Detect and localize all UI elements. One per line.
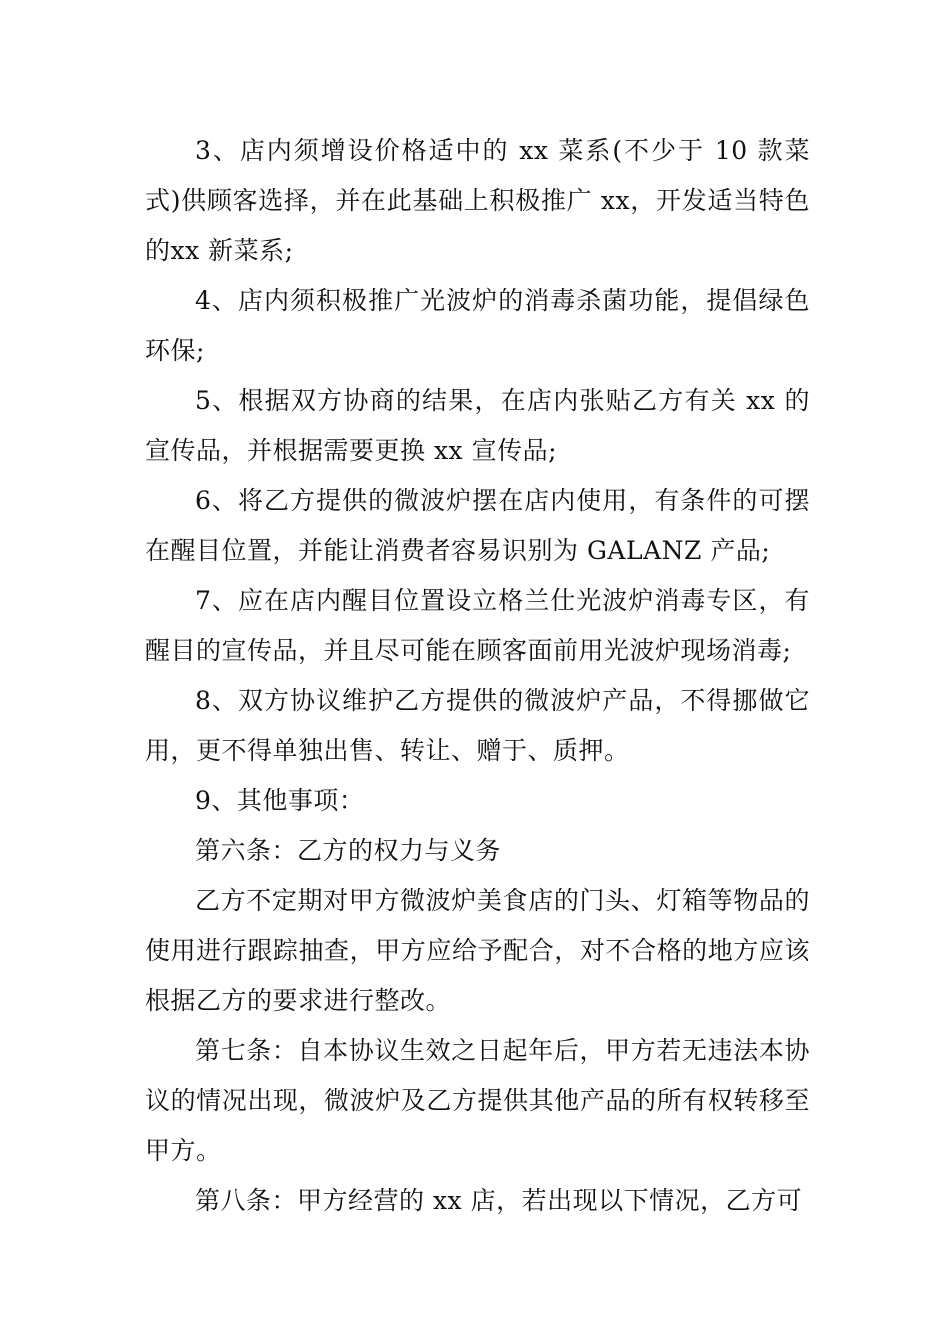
document-body xyxy=(145,126,810,1226)
article-6-heading: 第六条：乙方的权力与义务 xyxy=(195,836,502,865)
article-6-body: 乙方不定期对甲方微波炉美食店的门头、灯箱等物品的使用进行跟踪抽查，甲方应给予配合，对不合格的地方应该根据乙方的要求进行整改。 xyxy=(145,886,810,1015)
paragraph-clause-6: 6、将乙方提供的微波炉摆在店内使用，有条件的可摆在醒目位置，并能让消费者容易识别为 GALANZ 产品; xyxy=(145,486,810,565)
article-8-paragraph: 第八条：甲方经营的 xx 店，若出现以下情况，乙方可 xyxy=(195,1186,803,1215)
paragraph-clause-4: 4、店内须积极推广光波炉的消毒杀菌功能，提倡绿色环保; xyxy=(145,286,810,365)
article-7-paragraph: 第七条：自本协议生效之日起年后，甲方若无违法本协议的情况出现，微波炉及乙方提供其他产品的所有权转移至甲方。 xyxy=(145,1036,810,1165)
paragraph-clause-3: 3、店内须增设价格适中的 xx 菜系(不少于 10 款菜式)供顾客选择，并在此基础上积极推广 xx，开发适当特色的xx 新菜系; xyxy=(145,136,810,265)
paragraph-clause-8: 8、双方协议维护乙方提供的微波炉产品，不得挪做它用，更不得单独出售、转让、赠于、质押。 xyxy=(145,686,810,765)
paragraph-clause-5: 5、根据双方协商的结果，在店内张贴乙方有关 xx 的宣传品，并根据需要更换 xx 宣传品; xyxy=(145,386,810,465)
paragraph-clause-9: 9、其他事项： xyxy=(195,786,365,815)
paragraph-clause-7: 7、应在店内醒目位置设立格兰仕光波炉消毒专区，有醒目的宣传品，并且尽可能在顾客面前用光波炉现场消毒; xyxy=(145,586,810,665)
